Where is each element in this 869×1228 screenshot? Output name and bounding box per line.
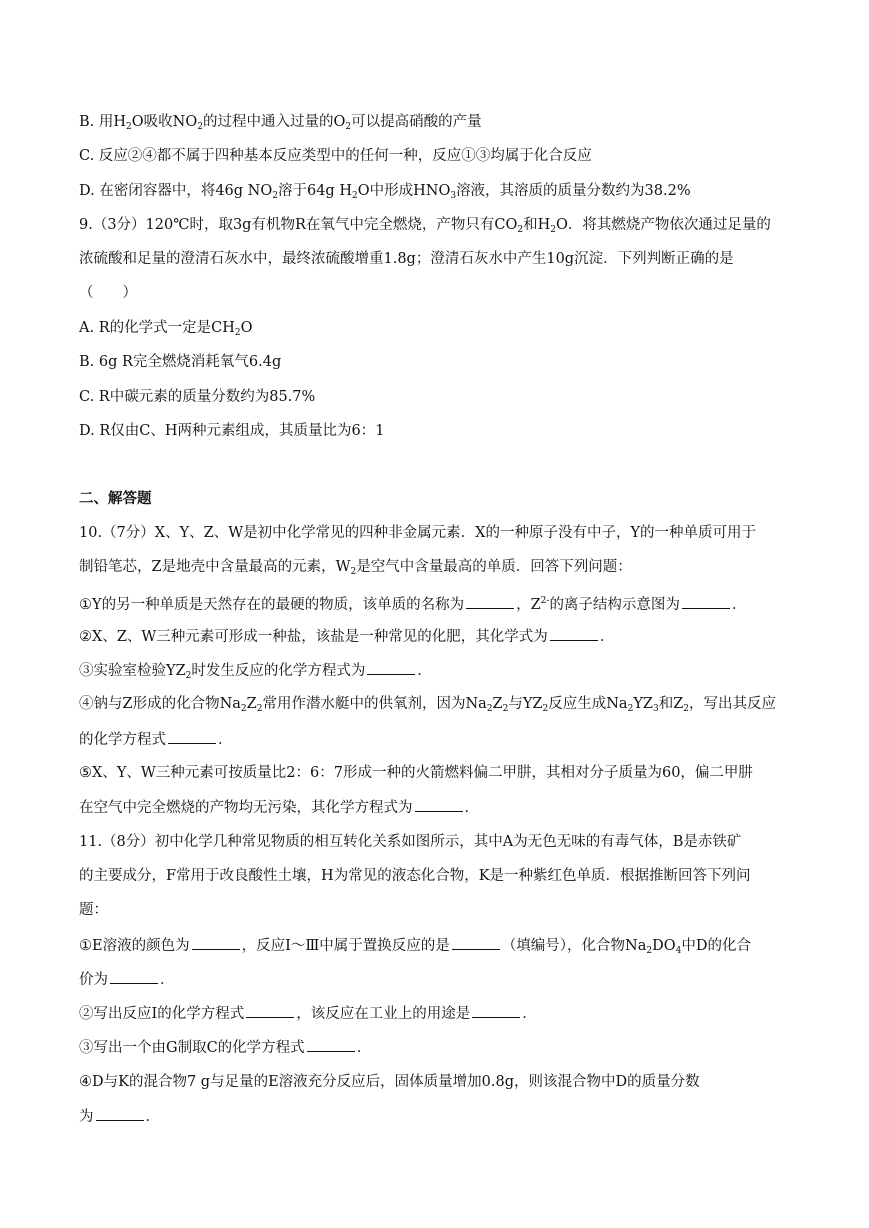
answer-blank[interactable] <box>307 1037 355 1052</box>
subscript: 2 <box>126 122 132 132</box>
answer-blank[interactable] <box>466 594 514 609</box>
q10-part4-line1 <box>79 694 809 719</box>
text: ． <box>731 597 747 613</box>
text: ③写出一个由G制取C的化学方程式 <box>79 1040 305 1056</box>
text: O．将其燃烧产物依次通过足量的 <box>556 217 771 233</box>
text: 是空气中含量最高的单质．回答下列问题： <box>356 559 632 575</box>
text: ． <box>356 1040 372 1056</box>
q9-option-a <box>79 318 809 343</box>
text: DO <box>652 938 676 954</box>
text: D. 在密闭容器中，将46g NO <box>79 183 273 199</box>
text: ． <box>160 972 175 988</box>
text: 9.（3分）120℃时，取3g有机物R在氧气中完全燃烧，产物只有CO <box>79 217 518 233</box>
q11-stem-line2: 的主要成分，F常用于改良酸性土壤，H为常见的液态化合物，K是一种紫红色单质．根据推断回答下列问 <box>79 868 751 884</box>
text: 的过程中通入过量的O <box>202 114 346 130</box>
text: 常用作潜水艇中的供氧剂，因为Na <box>262 696 487 712</box>
answer-blank[interactable] <box>168 729 216 744</box>
subscript: 3 <box>450 191 457 201</box>
q11-stem-line3: 题： <box>79 902 108 918</box>
text: 价为 <box>79 972 108 988</box>
text: 溶于64g H <box>277 183 352 199</box>
text: A. R的化学式一定是CH <box>79 320 235 336</box>
text: 在空气中完全燃烧的产物均无污染，其化学方程式为 <box>79 800 413 816</box>
text: ． <box>145 1109 160 1125</box>
section-heading: 二、解答题 <box>79 490 152 507</box>
text: O中形成HNO <box>357 183 451 199</box>
answer-blank[interactable] <box>192 935 240 950</box>
subscript: 2 <box>550 225 556 235</box>
q11-part1-line2 <box>79 969 809 990</box>
text: ④钠与Z形成的化合物Na <box>79 696 241 712</box>
subscript: 2 <box>683 704 690 714</box>
answer-blank[interactable] <box>110 969 158 984</box>
text: 的化学方程式 <box>79 732 166 748</box>
answer-blank[interactable] <box>472 1003 520 1018</box>
text: ②X、Z、W三种元素可形成一种盐，该盐是一种常见的化肥，其化学式为 <box>79 629 548 645</box>
q10-part5-line1: ⑤X、Y、W三种元素可按质量比2：6：7形成一种的火箭燃料偏二甲肼，其相对分子质量为60，偏二甲肼 <box>79 765 753 781</box>
q8-option-c: C. 反应②④都不属于四种基本反应类型中的任何一种，反应①③均属于化合反应 <box>79 148 592 164</box>
q9-stem-line1 <box>79 215 809 240</box>
text: 中D的化合 <box>681 938 752 954</box>
text: Z <box>246 696 257 712</box>
subscript: 2 <box>185 671 192 681</box>
subscript: 2 <box>234 328 241 338</box>
subscript: 4 <box>675 946 682 956</box>
subscript: 2 <box>272 191 278 201</box>
q10-part5-line2 <box>79 797 809 818</box>
text: 为 <box>79 1109 94 1125</box>
text: ，写出其反应 <box>689 696 777 712</box>
answer-blank[interactable] <box>367 660 415 675</box>
subscript: 2 <box>542 704 549 714</box>
text: O <box>240 320 253 336</box>
text: ． <box>599 629 615 645</box>
text: 反应生成Na <box>548 696 628 712</box>
subscript: 2 <box>627 704 634 714</box>
text: ③实验室检验YZ <box>79 663 186 679</box>
q9-stem-line2: 浓硫酸和足量的澄清石灰水中，最终浓硫酸增重1.8g；澄清石灰水中产生10g沉淀．下列判断正确的是 <box>79 251 734 267</box>
text: YZ <box>633 696 653 712</box>
q10-stem-line1: 10.（7分）X、Y、Z、W是初中化学常见的四种非金属元素．X的一种原子没有中子，Y的一种单质可用于 <box>79 525 757 541</box>
subscript: 2 <box>351 191 358 201</box>
q9-option-b: B. 6g R完全燃烧消耗氧气6.4g <box>79 354 282 370</box>
subscript: 3 <box>652 704 659 714</box>
q11-part3 <box>79 1037 809 1058</box>
text: ，Z <box>516 597 541 613</box>
text: 可以提高硝酸的产量 <box>351 114 482 130</box>
subscript: 2 <box>256 704 263 714</box>
q9-option-c: C. R中碳元素的质量分数约为85.7% <box>79 389 316 405</box>
text: ②写出反应Ⅰ的化学方程式 <box>79 1006 245 1022</box>
text: ． <box>417 663 432 679</box>
text: 与YZ <box>508 696 543 712</box>
answer-blank[interactable] <box>682 594 730 609</box>
q10-part2 <box>79 626 809 647</box>
answer-blank[interactable] <box>246 1003 294 1018</box>
subscript: 2 <box>350 567 357 577</box>
subscript: 2 <box>502 704 509 714</box>
q10-stem-line2 <box>79 557 809 582</box>
text: 和Z <box>658 696 684 712</box>
subscript: 2 <box>517 225 524 235</box>
text: B. 用H <box>79 114 127 130</box>
text: ，反应Ⅰ～Ⅲ中属于置换反应的是 <box>241 938 450 954</box>
q10-part3 <box>79 660 809 686</box>
q10-part4-line2 <box>79 729 809 750</box>
text: ． <box>522 1006 537 1022</box>
q11-part2 <box>79 1003 809 1024</box>
subscript: 2 <box>486 704 493 714</box>
q11-part4-line1: ④D与K的混合物7 g与足量的E溶液充分反应后，固体质量增加0.8g，则该混合物中D的质量分数 <box>79 1074 700 1090</box>
text: 时发生反应的化学方程式为 <box>191 663 366 679</box>
answer-blank[interactable] <box>452 935 500 950</box>
subscript: 2 <box>345 122 352 132</box>
answer-blank[interactable] <box>550 626 598 641</box>
q9-answer-bracket: （ ） <box>79 285 137 301</box>
answer-blank[interactable] <box>415 797 463 812</box>
q11-stem-line1: 11.（8分）初中化学几种常见物质的相互转化关系如图所示，其中A为无色无味的有毒气体，B是赤铁矿 <box>79 834 742 850</box>
text: Z <box>492 696 503 712</box>
q9-option-d: D. R仅由C、H两种元素组成，其质量比为6：1 <box>79 423 385 439</box>
text: ，该反应在工业上的用途是 <box>296 1006 471 1022</box>
q8-option-b <box>79 112 809 137</box>
q11-part4-line2 <box>79 1106 809 1127</box>
subscript: 2 <box>197 122 203 132</box>
text: 溶液，其溶质的质量分数约为38.2% <box>456 183 691 199</box>
answer-blank[interactable] <box>96 1106 144 1121</box>
text: O吸收NO <box>131 114 198 130</box>
q8-option-d <box>79 181 809 206</box>
q11-part1-line1 <box>79 935 809 961</box>
text: ． <box>218 732 233 748</box>
text: ． <box>464 800 479 816</box>
superscript: 2- <box>540 596 550 606</box>
text: ①E溶液的颜色为 <box>79 938 190 954</box>
subscript: 2 <box>240 704 247 714</box>
text: 的离子结构示意图为 <box>549 597 680 613</box>
q10-part1 <box>79 591 809 615</box>
text: 和H <box>523 217 551 233</box>
text: （填编号），化合物Na <box>501 938 647 954</box>
text: ①Y的另一种单质是天然存在的最硬的物质，该单质的名称为 <box>79 597 465 613</box>
text: 制铅笔芯，Z是地壳中含量最高的元素，W <box>79 559 351 575</box>
subscript: 2 <box>646 946 653 956</box>
